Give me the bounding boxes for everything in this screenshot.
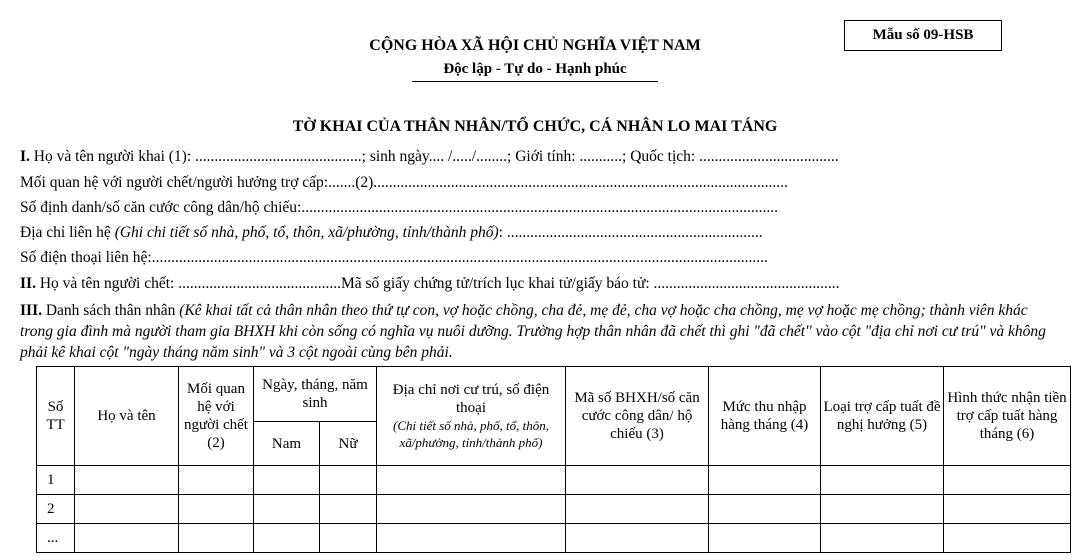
table-cell[interactable] xyxy=(709,495,821,524)
national-title: CỘNG HÒA XÃ HỘI CHỦ NGHĨA VIỆT NAM xyxy=(369,37,701,54)
header-insurance-id: Mã số BHXH/số căn cước công dân/ hộ chiếu (3) xyxy=(566,367,709,466)
table-cell[interactable] xyxy=(254,495,320,524)
table-cell[interactable] xyxy=(75,495,179,524)
table-row xyxy=(37,524,1071,553)
table-cell[interactable] xyxy=(75,466,179,495)
header-monthly-income: Mức thu nhập hàng tháng (4) xyxy=(709,367,821,466)
table-row xyxy=(37,466,1071,495)
table-cell[interactable] xyxy=(821,524,944,553)
header-address-note: (Chi tiết số nhà, phố, tổ, thôn, xã/phường, tỉnh/thành phố) xyxy=(393,418,550,450)
table-cell[interactable] xyxy=(320,466,377,495)
table-cell[interactable] xyxy=(821,495,944,524)
table-cell[interactable] xyxy=(75,524,179,553)
table-cell[interactable] xyxy=(566,466,709,495)
id-number-field: Số định danh/số căn cước công dân/hộ chiếu:........................................................................................................................... xyxy=(20,199,778,216)
motto-underline xyxy=(412,81,658,82)
header-allowance-type: Loại trợ cấp tuất đề nghị hưởng (5) xyxy=(821,367,944,466)
contact-address-field xyxy=(20,224,763,242)
table-row xyxy=(37,495,1071,524)
table-cell[interactable] xyxy=(944,495,1071,524)
relatives-list-intro xyxy=(20,300,1060,363)
header-relationship: Mối quan hệ với người chết (2) xyxy=(179,367,254,466)
section-1-numeral: I. xyxy=(20,148,30,165)
row-number: ... xyxy=(37,524,75,553)
section-3-numeral: III. xyxy=(20,302,42,319)
national-motto: Độc lập - Tự do - Hạnh phúc xyxy=(443,61,627,77)
header-address xyxy=(377,367,566,466)
table-cell[interactable] xyxy=(179,495,254,524)
table-cell[interactable] xyxy=(821,466,944,495)
table-cell[interactable] xyxy=(566,495,709,524)
table-cell[interactable] xyxy=(709,466,821,495)
relationship-field: Mối quan hệ với người chết/người hưởng trợ cấp:.......(2)........................................................................................................... xyxy=(20,174,788,191)
deceased-name-field: Họ và tên người chết: ..........................................Mã số giấy chứng tử/trích lục khai tử/giấy báo tử: ................................................ xyxy=(35,275,840,292)
header-address-label: Địa chỉ nơi cư trú, số điện thoại xyxy=(392,382,550,416)
header-dob-male: Nam xyxy=(254,422,320,466)
header-full-name: Họ và tên xyxy=(75,367,179,466)
form-code-box: Mẫu số 09-HSB xyxy=(844,20,1002,51)
relatives-table xyxy=(36,366,1071,553)
header-payment-method: Hình thức nhận tiền trợ cấp tuất hàng tháng (6) xyxy=(944,367,1071,466)
document-title: TỜ KHAI CỦA THÂN NHÂN/TỔ CHỨC, CÁ NHÂN LO MAI TÁNG xyxy=(292,118,778,135)
address-note: (Ghi chi tiết số nhà, phố, tổ, thôn, xã/phường, tỉnh/thành phố) xyxy=(114,224,499,241)
table-cell[interactable] xyxy=(320,524,377,553)
table-cell[interactable] xyxy=(377,466,566,495)
phone-field: Số điện thoại liên hệ:............................................................................................................................................................... xyxy=(20,249,768,266)
header-dob-female: Nữ xyxy=(320,422,377,466)
row-number: 1 xyxy=(37,466,75,495)
table-cell[interactable] xyxy=(377,524,566,553)
table-cell[interactable] xyxy=(944,524,1071,553)
table-cell[interactable] xyxy=(254,466,320,495)
table-cell[interactable] xyxy=(377,495,566,524)
section-2-numeral: II. xyxy=(20,275,36,292)
table-cell[interactable] xyxy=(320,495,377,524)
table-cell[interactable] xyxy=(944,466,1071,495)
header-date-of-birth: Ngày, tháng, năm sinh xyxy=(254,367,377,422)
relatives-list-lead: Danh sách thân nhân xyxy=(41,302,180,319)
address-label: Địa chỉ liên hệ xyxy=(20,224,115,241)
table-cell[interactable] xyxy=(179,524,254,553)
table-cell[interactable] xyxy=(179,466,254,495)
relatives-list-note: (Kê khai tất cả thân nhân theo thứ tự con, vợ hoặc chồng, cha đẻ, mẹ đẻ, cha vợ hoặc cha chồng, mẹ vợ hoặc mẹ chồng; thành viên khác trong gia đình mà người tham gia BHXH khi còn sống có nghĩa vụ nuôi dưỡng. Trường hợp thân nhân đã chết thì ghi "đã chết'' vào cột "địa chỉ nơi cư trú" và không phải kê khai cột "ngày tháng năm sinh" và 3 cột ngoài cùng bên phải. xyxy=(20,302,1046,361)
row-number: 2 xyxy=(37,495,75,524)
declarant-name-field: Họ và tên người khai (1): ...........................................; sinh ngày.... /...../........; Giới tính: ...........; Quốc tịch: .................................... xyxy=(29,148,839,165)
declarant-info-line xyxy=(20,148,839,166)
header-stt: Số TT xyxy=(37,367,75,466)
table-cell[interactable] xyxy=(254,524,320,553)
deceased-info-line xyxy=(20,275,840,293)
address-dots: : .................................................................. xyxy=(498,224,763,241)
table-cell[interactable] xyxy=(566,524,709,553)
table-cell[interactable] xyxy=(709,524,821,553)
